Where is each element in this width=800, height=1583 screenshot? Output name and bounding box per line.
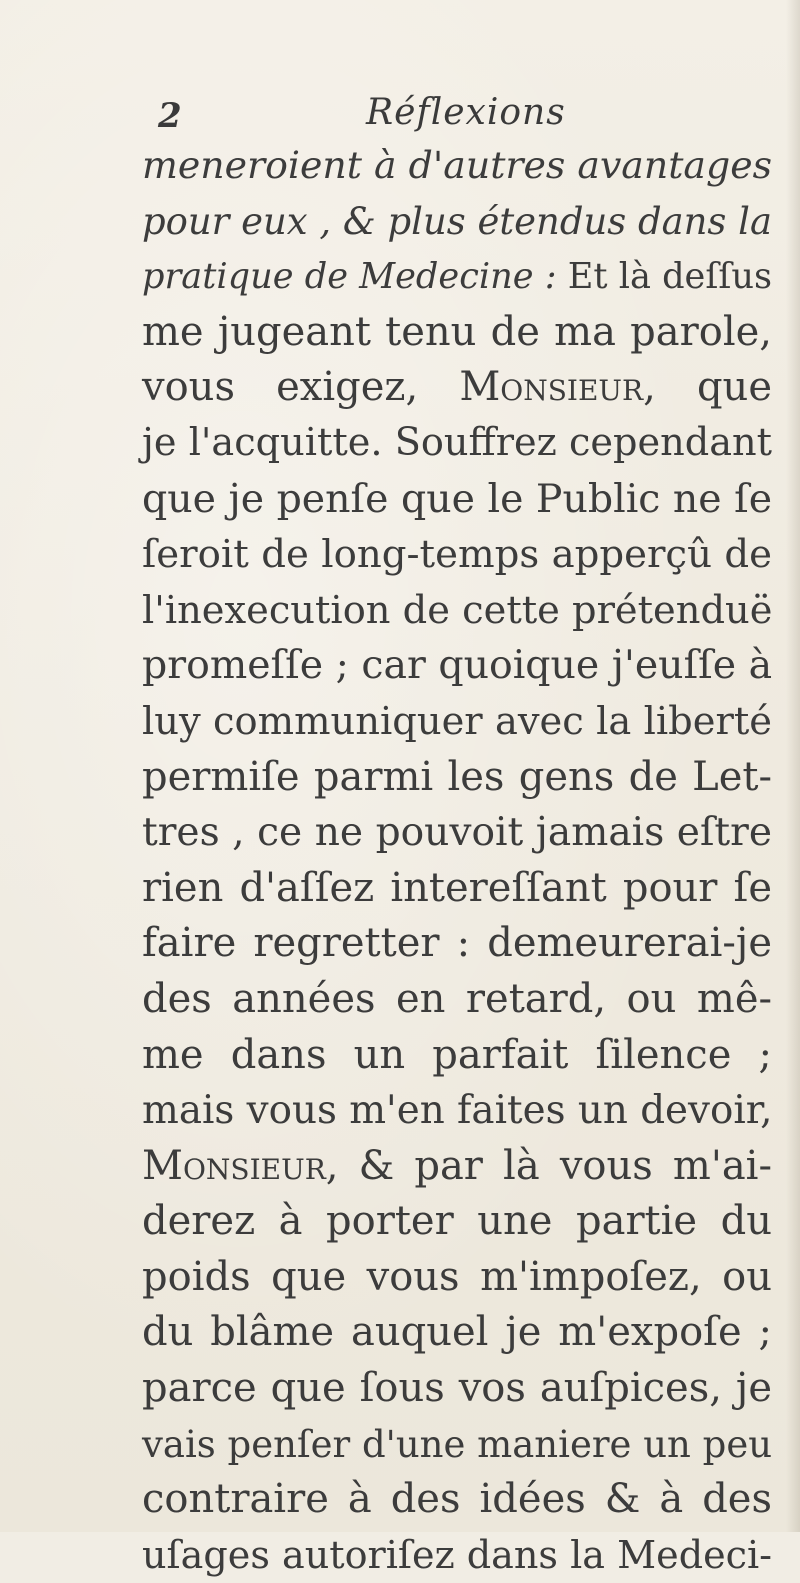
text-line: permiſe parmi les gens de Let- [142,753,772,800]
text-line: derez à porter une partie du [142,1198,772,1245]
text-line: pour eux , & plus étendus dans la [142,199,772,243]
text-line: pratique de Medecine : Et là deſſus [142,256,773,298]
text-line: Monsieur, & par là vous m'ai- [142,1142,772,1189]
text-line: faire regretter : demeurerai-je [142,920,772,967]
page-number: 2 [158,96,182,136]
text-line: parce que ſous vos auſpices, je [142,1365,772,1412]
text-line: je l'acquitte. Souffrez cependant [142,420,772,465]
running-head: Réflexions [366,92,566,133]
text-line: me jugeant tenu de ma parole, [142,308,772,355]
text-line: vous exigez, Monsieur, que [142,364,772,411]
text-line: que je penſe que le Public ne ſe [142,475,773,522]
text-line: tres , ce ne pouvoit jamais eſtre [142,810,772,856]
text-line: luy communiquer avec la liberté [142,698,772,744]
text-line: meneroient à d'autres avantages [142,143,772,187]
text-line: vais penſer d'une maniere un peu [142,1422,773,1466]
text-line: rien d'aſſez intereſſant pour ſe [142,864,772,911]
body-text [142,138,772,1583]
text-line: mais vous m'en faites un devoir, [142,1088,773,1134]
text-line: ſeroit de long-temps apperçû de [142,532,772,578]
text-line: contraire à des idées & à des [142,1476,772,1523]
text-line: me dans un parfait ſilence ; [142,1031,772,1078]
text-line: des années en retard, ou mê- [142,975,772,1022]
text-line: uſages autoriſez dans la Medeci- [142,1532,773,1577]
page-edge-shadow [786,0,800,1532]
text-line: du blâme auquel je m'expoſe ; [142,1309,772,1356]
text-line: promeſſe ; car quoique j'euſſe à [142,642,773,689]
page-header [158,92,698,138]
text-line: l'inexecution de cette prétenduë [142,587,773,633]
text-line: poids que vous m'impoſez, ou [142,1253,772,1300]
